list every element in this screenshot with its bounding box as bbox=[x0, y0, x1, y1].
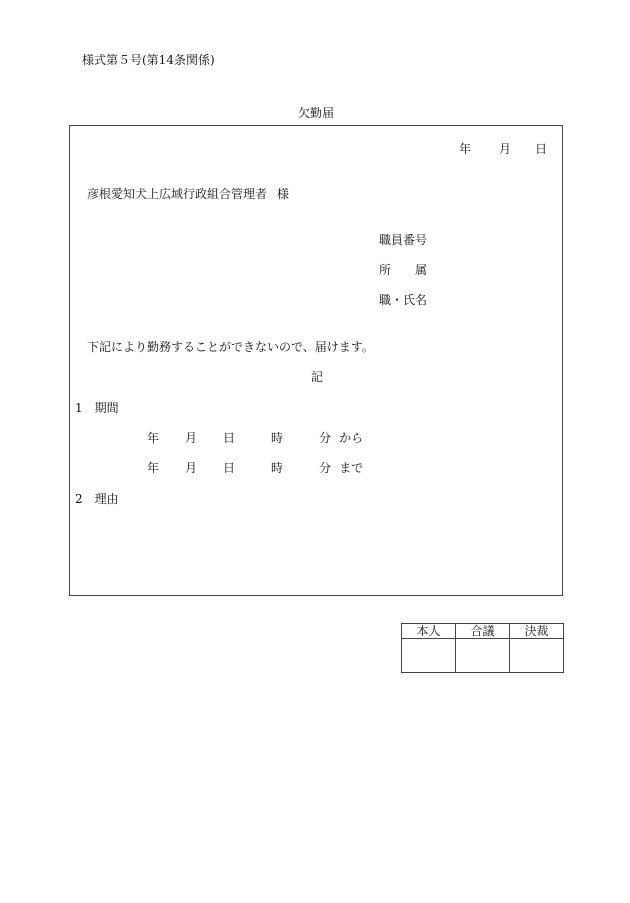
department-char-1: 所 bbox=[379, 263, 392, 277]
section-period-label: 1 期間 bbox=[75, 401, 119, 415]
form-number: 様式第５号(第14条関係) bbox=[82, 53, 215, 67]
day-label: 日 bbox=[535, 142, 548, 156]
approval-header-decision: 決裁 bbox=[510, 624, 564, 639]
addressee bbox=[87, 187, 289, 201]
title-name-label: 職・氏名 bbox=[379, 293, 428, 307]
department-char-2: 属 bbox=[415, 263, 428, 277]
year-label: 年 bbox=[459, 142, 472, 156]
to-minute: 分 bbox=[319, 461, 332, 475]
period-from-row bbox=[147, 431, 363, 445]
approval-table bbox=[401, 623, 564, 673]
from-year: 年 bbox=[147, 431, 160, 445]
from-month: 月 bbox=[185, 431, 198, 445]
approval-header-self: 本人 bbox=[402, 624, 456, 639]
approval-stamp-row bbox=[402, 639, 564, 673]
to-month: 月 bbox=[185, 461, 198, 475]
page-title: 欠勤届 bbox=[298, 106, 335, 120]
department-label bbox=[379, 263, 427, 277]
to-year: 年 bbox=[147, 461, 160, 475]
to-day: 日 bbox=[223, 461, 236, 475]
to-suffix: まで bbox=[339, 461, 364, 475]
month-label: 月 bbox=[499, 142, 512, 156]
approval-stamp-decision bbox=[510, 639, 564, 673]
from-hour: 時 bbox=[271, 431, 284, 445]
approval-stamp-consultation bbox=[456, 639, 510, 673]
approval-header-consultation: 合議 bbox=[456, 624, 510, 639]
addressee-honorific: 様 bbox=[277, 187, 290, 201]
section-reason-label: 2 理由 bbox=[75, 492, 119, 506]
statement: 下記により勤務することができないので、届けます。 bbox=[87, 340, 374, 354]
from-day: 日 bbox=[223, 431, 236, 445]
date-line bbox=[459, 142, 547, 156]
from-minute: 分 bbox=[319, 431, 332, 445]
approval-stamp-self bbox=[402, 639, 456, 673]
ki-label: 記 bbox=[311, 370, 324, 384]
employee-number-label: 職員番号 bbox=[379, 233, 428, 247]
approval-header-row bbox=[402, 624, 564, 639]
period-to-row bbox=[147, 461, 363, 475]
from-suffix: から bbox=[339, 431, 364, 445]
to-hour: 時 bbox=[271, 461, 284, 475]
addressee-name: 彦根愛知犬上広域行政組合管理者 bbox=[87, 187, 268, 201]
